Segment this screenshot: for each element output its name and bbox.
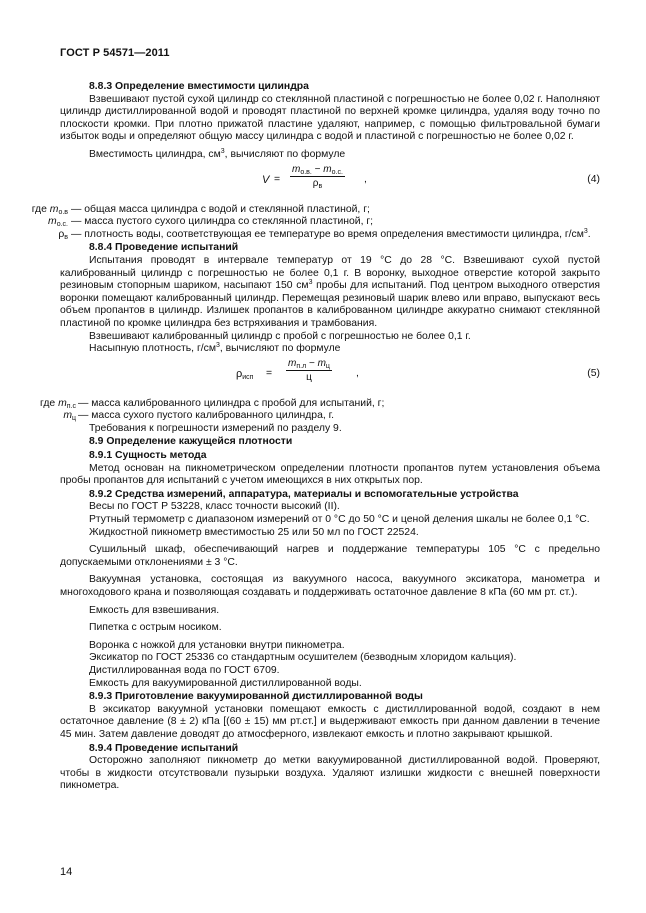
legend-4-def-1: — общая масса цилиндра с водой и стеклянной пластиной, г; — [71, 203, 370, 215]
legend-4-def-3 — [71, 229, 600, 242]
equipment-item-7: Эксикатор по ГОСТ 25336 со стандартным осушителем (безводным хлоридом кальция). — [89, 652, 517, 664]
formula-5-num-a: m — [288, 357, 297, 369]
legend-5-sym-1 — [30, 398, 78, 411]
formula-5-legend — [30, 398, 600, 423]
legend-4-def-3-end: . — [587, 228, 591, 240]
section-8-9-3-paragraph: В эксикатор вакуумной установки помещают емкость с дистиллированной водой, создают в нем остаточное давление (8 ± 2) кПа [(60 ± 15) мм рт.ст.] и выдерживают емкость при данном давлении в течение 45 мин. Затем давление доводят до атмосферного, извлекают емкость и плотно закрывают крышкой. — [60, 703, 600, 740]
formula-4-denominator — [290, 178, 345, 191]
capacity-intro-tail: , вычисляют по формуле — [224, 148, 346, 160]
capacity-intro-sup: 3 — [220, 147, 225, 155]
s884-p1-sup: 3 — [308, 279, 313, 287]
formula-5-fraction — [286, 358, 332, 385]
legend-4-sym-3-letter: ρ — [58, 228, 65, 240]
section-8-9-2-heading: 8.9.2 Средства измерений, аппаратура, материалы и вспомогательные устройства — [89, 488, 519, 500]
legend-5-sym-2 — [30, 410, 78, 423]
s884-p3-sup: 3 — [215, 342, 220, 350]
section-8-9-4-heading: 8.9.4 Проведение испытаний — [89, 742, 239, 754]
equipment-item-4: Емкость для взвешивания. — [89, 604, 220, 616]
legend-4-def-3-sup: 3 — [583, 227, 588, 235]
capacity-intro-text: Вместимость цилиндра, см — [89, 148, 221, 160]
formula-5-denominator: ц — [306, 372, 312, 384]
legend-4-def-3-text: — плотность воды, соответствующая ее температуре во время определения вместимости цилиндра, г/см — [71, 228, 584, 240]
formula-4-lhs: V — [262, 173, 270, 186]
formula-4 — [60, 164, 600, 200]
formula-4-num-b-sub: о.с. — [331, 168, 343, 176]
s884-p3-a: Насыпную плотность, г/см — [89, 343, 216, 355]
s884-p1-a: Испытания проводят в интервале температур от 19 °С до 28 °С. Взвешивают сухой пустой калиброванный цилиндр с погрешностью не более 0,1 г. В воронку, выходное отверстие которой закрыто резиновым стопорным шариком, насыпают 150 см — [60, 254, 600, 292]
accuracy-requirements: Требования к погрешности измерений по разделу 9. — [89, 422, 342, 434]
legend-4-sym-2-letter: m — [48, 216, 57, 228]
equipment-item-1: Весы по ГОСТ Р 53228, класс точности высокий (II). — [89, 501, 340, 513]
formula-4-equals: = — [274, 173, 281, 185]
formula-5-lhs — [236, 368, 253, 381]
legend-4-sym-3 — [30, 229, 71, 242]
formula-4-fraction — [290, 164, 345, 191]
legend-4-def-2: — масса пустого сухого цилиндра со стеклянной пластиной, г; — [71, 216, 374, 228]
section-8-9-1-paragraph: Метод основан на пикнометрическом определении плотности пропантов путем установления объема пробы пропантов для испытаний с учетом имеющихся в них открытых пор. — [60, 462, 600, 487]
legend-4-prefix: где — [31, 203, 50, 215]
bulk-density-formula-intro — [60, 343, 600, 356]
s884-p1-b: пробы для испытаний. Под центром выходного отверстия воронки помещают калиброванный цилиндр. Перемещая резиновый шарик влево или вправо, выпускают весь объем пропантов в цилиндр. Излишек пропантов в калиброванном цилиндре аккуратно снимают стеклянной пластиной по кромке цилиндра без встряхивания и трамбования. — [60, 280, 600, 329]
legend-5-sym-2-sub: ц — [71, 415, 76, 423]
formula-5-num-b: m — [317, 357, 326, 369]
equipment-oven: Сушильный шкаф, обеспечивающий нагрев и поддержание температуры 105 °С с предельно допускаемыми отклонениями ± 3 °С. — [60, 544, 600, 568]
equipment-item-2: Ртутный термометр с диапазоном измерений от 0 °С до 50 °С и ценой деления шкалы не более 0,1 °С. — [89, 514, 590, 526]
legend-4-sym-1-letter: m — [49, 203, 59, 215]
formula-5-numerator — [286, 358, 332, 372]
equipment-item-5: Пипетка с острым носиком. — [89, 622, 222, 634]
section-8-9-3-heading: 8.9.3 Приготовление вакуумированной дистиллированной воды — [89, 691, 423, 703]
formula-4-comma: , — [364, 173, 367, 185]
section-8-8-4-paragraph-1 — [60, 255, 600, 331]
formula-4-numerator — [290, 164, 345, 178]
formula-4-den: ρ — [312, 178, 319, 190]
formula-4-num-a: m — [292, 163, 301, 175]
legend-5-def-1: — масса калиброванного цилиндра с пробой для испытаний, г; — [78, 397, 385, 409]
formula-5-lhs-sub: исп — [242, 373, 254, 381]
section-8-8-4-paragraph-2: Взвешивают калиброванный цилиндр с пробой с погрешностью не более 0,1 г. — [89, 330, 471, 342]
document-code-header: ГОСТ Р 54571—2011 — [60, 47, 170, 59]
formula-4-number: (4) — [587, 173, 600, 185]
legend-4-sym-3-sub: в — [64, 233, 68, 241]
formula-4-legend — [30, 204, 600, 242]
formula-4-num-a-sub: о.в. — [300, 168, 312, 176]
formula-5-number: (5) — [587, 367, 600, 379]
formula-5-num-b-sub: ц — [325, 362, 330, 370]
page-number: 14 — [60, 866, 73, 878]
section-8-9-heading: 8.9 Определение кажущейся плотности — [89, 436, 293, 448]
legend-4-sym-1-sub: о.в — [58, 208, 68, 216]
legend-5-def-2: — масса сухого пустого калиброванного цилиндра, г. — [78, 410, 335, 422]
formula-5-lhs-letter: ρ — [236, 367, 243, 380]
legend-5-sym-2-letter: m — [63, 410, 72, 422]
equipment-item-3: Жидкостной пикнометр вместимостью 25 или 50 мл по ГОСТ 22524. — [89, 526, 419, 538]
legend-4-sym-2 — [30, 216, 71, 229]
formula-4-num-b: m — [323, 163, 332, 175]
formula-5-equals: = — [266, 367, 273, 379]
equipment-item-6: Воронка с ножкой для установки внутри пикнометра. — [89, 639, 345, 651]
section-8-8-3-heading: 8.8.3 Определение вместимости цилиндра — [89, 81, 309, 92]
formula-5 — [60, 358, 600, 394]
formula-4-den-sub: в — [318, 183, 323, 191]
formula-5-minus: − — [306, 357, 318, 369]
legend-5-sym-1-sub: п.с — [66, 402, 76, 410]
legend-5-sym-1-letter: m — [58, 397, 67, 409]
equipment-item-9: Емкость для вакуумированной дистиллированной воды. — [89, 677, 362, 689]
formula-5-num-a-sub: п.л — [296, 362, 307, 370]
legend-4-sym-2-sub: о.с. — [56, 221, 68, 229]
formula-5-comma: , — [356, 367, 359, 379]
formula-4-minus: − — [311, 163, 324, 175]
capacity-formula-intro — [60, 149, 600, 162]
s884-p3-b: , вычисляют по формуле — [219, 343, 341, 355]
equipment-vacuum-unit: Вакуумная установка, состоящая из вакуумного насоса, вакуумного эксикатора, манометра и многоходового крана и позволяющая создавать и поддерживать остаточное давление 8 кПа (60 мм рт. ст.). — [60, 574, 600, 598]
legend-5-prefix: где — [40, 397, 59, 409]
document-body — [31, 80, 600, 793]
section-8-9-1-heading: 8.9.1 Сущность метода — [89, 450, 207, 462]
equipment-item-8: Дистиллированная вода по ГОСТ 6709. — [89, 664, 280, 676]
section-8-8-4-heading: 8.8.4 Проведение испытаний — [89, 242, 239, 254]
legend-4-sym-1 — [30, 204, 71, 217]
section-8-8-3-paragraph: Взвешивают пустой сухой цилиндр со стеклянной пластиной с погрешностью не более 0,02 г. Наполняют цилиндр дистиллированной водой и проводят пластиной по верхней кромке цилиндра, удаляя воду точно по плоскости кромки. При плотно прижатой пластине удаляют, например, с помощью фильтровальной бумаги избыток воды и определяют общую массу цилиндра с водой и пластиной с погрешностью не более 0,02 г. — [60, 93, 600, 143]
section-8-9-4-paragraph: Осторожно заполняют пикнометр до метки вакуумированной дистиллированной водой. Проверяют, чтобы в жидкости отсутствовали пузырьки воздуха. Удаляют излишки жидкости с внешней поверхности пикнометра. — [60, 755, 600, 792]
